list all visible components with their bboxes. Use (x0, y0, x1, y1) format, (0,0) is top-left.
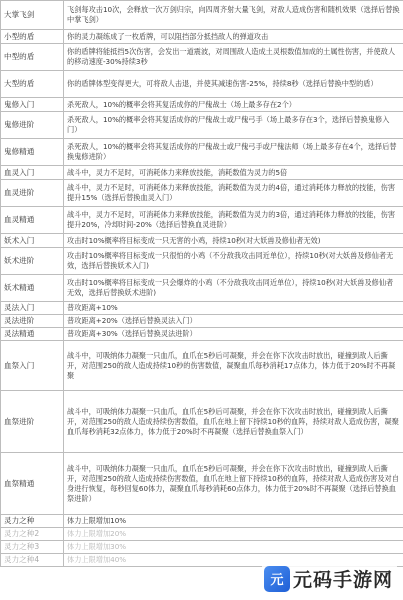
table-row (1, 302, 403, 315)
skill-desc-cell: 普攻距离+10% (64, 302, 403, 315)
table-row (1, 248, 403, 275)
skill-desc-cell: 体力上限增加30% (64, 541, 403, 554)
table-row (1, 328, 403, 341)
table-row (1, 30, 403, 44)
table-row (1, 139, 403, 166)
skill-desc-cell: 体力上限增加20% (64, 528, 403, 541)
skill-desc-cell: 杀死敌人，10%的概率会将其复活成你的尸傀战士或尸傀弓手或尸傀法师（场上最多存在4个，选择后替换鬼修进阶） (64, 139, 403, 166)
table-row (1, 453, 403, 515)
skill-name-cell: 血祭精通 (1, 453, 64, 515)
skill-table-body (1, 1, 403, 567)
skill-name-cell: 鬼修精通 (1, 139, 64, 166)
table-row (1, 391, 403, 453)
skill-name-cell: 血灵进阶 (1, 180, 64, 207)
skill-name-cell: 小型的盾 (1, 30, 64, 44)
table-row (1, 275, 403, 302)
skill-desc-cell: 体力上限增加10% (64, 515, 403, 528)
table-row (1, 528, 403, 541)
table-row (1, 180, 403, 207)
skill-name-cell: 鬼修入门 (1, 98, 64, 112)
table-row (1, 98, 403, 112)
table-row (1, 341, 403, 391)
table-row (1, 44, 403, 71)
skill-desc-cell: 杀死敌人，10%的概率会将其复活成你的尸傀战士（场上最多存在2个） (64, 98, 403, 112)
table-row (1, 166, 403, 180)
skill-name-cell: 血灵入门 (1, 166, 64, 180)
skill-desc-cell: 战斗中，灵力不足时，可消耗体力来释放技能，消耗数值为灵力的4倍，通过消耗体力释放的技能，伤害提升15%（选择后替换血灵入门） (64, 180, 403, 207)
skill-name-cell: 灵力之种4 (1, 554, 64, 567)
table-row (1, 541, 403, 554)
table-row (1, 112, 403, 139)
skill-desc-cell: 战斗中，可吸纳体力凝聚一只血爪，血爪在5秒后可凝聚，并会在你下次攻击时放出，碰撞到敌人后撕开，对范围250的敌人造成持续伤害数值，血爪在地上留下持续10秒的血阵，持续对敌人造成伤害及对自身进行恢复，每秒回复60体力，凝聚血爪每秒消耗60点体力，体力低于20%时不再凝聚（选择后替换血祭进阶） (64, 453, 403, 515)
skill-desc-cell: 攻击时10%概率将目标变成一只很怕的小鸡（不分敌我攻击同近单位），持续10秒(对大妖兽及修仙者无效，选择后替换妖术入门) (64, 248, 403, 275)
skill-name-cell: 灵法精通 (1, 328, 64, 341)
table-row (1, 1, 403, 30)
skill-desc-cell: 你的盾牌体型变得更大，可将敌人击退，并使其减速伤害-25%，持续8秒（选择后替换中型的盾） (64, 71, 403, 98)
skill-desc-cell: 攻击时10%概率将目标变成一只无害的小鸡，持续10秒(对大妖兽及修仙者无效) (64, 234, 403, 248)
skill-desc-cell: 普攻距离+30%（选择后替换灵法进阶） (64, 328, 403, 341)
skill-desc-cell: 你的灵力凝练成了一枚盾牌，可以阻挡部分抵挡敌人的弹道攻击 (64, 30, 403, 44)
skill-desc-cell: 攻击时10%概率将目标变成一只会爆炸的小鸡（不分敌我攻击同近单位），持续10秒(对大妖兽及修仙者无效，选择后替换妖术进阶) (64, 275, 403, 302)
skill-desc-cell: 普攻距离+20%（选择后替换灵法入门） (64, 315, 403, 328)
skill-desc-cell: 你的盾牌将能抵挡5次伤害，会发出一道震波，对周围敌人造成土灵根数值加成的土属性伤害，并使敌人的移动速度-30%持续3秒 (64, 44, 403, 71)
skill-name-cell: 妖术进阶 (1, 248, 64, 275)
skill-desc-cell: 战斗中，可吸纳体力凝聚一只血爪，血爪在5秒后可凝聚，并会在你下次攻击时放出，碰撞到敌人后撕开，对范围250的敌人造成持续10秒的伤害数值，凝聚血爪每秒消耗17点体力，体力低于20%时不再凝聚 (64, 341, 403, 391)
skill-desc-cell: 战斗中，灵力不足时，可消耗体力来释放技能，消耗数值为灵力的5倍 (64, 166, 403, 180)
skill-name-cell: 血灵精通 (1, 207, 64, 234)
table-row (1, 234, 403, 248)
skill-desc-cell: 飞剑每攻击10次，会释放一次万剑归宗，向四周齐射大量飞剑，对敌人造成伤害和随机效果（选择后替换中掌飞剑） (64, 1, 403, 30)
skill-name-cell: 妖术入门 (1, 234, 64, 248)
skill-desc-cell: 战斗中，可吸纳体力凝聚一只血爪，血爪在5秒后可凝聚，并会在你下次攻击时放出，碰撞到敌人后撕开，对范围250的敌人造成持续伤害数值，血爪在地上留下持续10秒的血阵，持续对敌人造成伤害，凝聚血爪每秒消耗32点体力，体力低于20%时不再凝聚（选择后替换血祭入门） (64, 391, 403, 453)
skill-name-cell: 灵法入门 (1, 302, 64, 315)
skill-name-cell: 血祭入门 (1, 341, 64, 391)
skill-name-cell: 灵力之种 (1, 515, 64, 528)
skill-name-cell: 妖术精通 (1, 275, 64, 302)
skill-desc-cell: 杀死敌人，10%的概率会将其复活成你的尸傀战士或尸傀弓手（场上最多存在3个，选择后替换鬼修入门） (64, 112, 403, 139)
table-row (1, 71, 403, 98)
table-row (1, 515, 403, 528)
skill-name-cell: 灵力之种2 (1, 528, 64, 541)
skill-desc-cell: 战斗中，灵力不足时，可消耗体力来释放技能，消耗数值为灵力的3倍，通过消耗体力释放的技能，伤害提升20%，冷却时间-20%（选择后替换血灵进阶） (64, 207, 403, 234)
watermark-logo: 元 (264, 566, 290, 592)
watermark-text: 元码手游网 (292, 569, 393, 591)
skill-desc-cell: 体力上限增加40% (64, 554, 403, 567)
table-row (1, 315, 403, 328)
table-row (1, 207, 403, 234)
watermark (262, 563, 397, 594)
skill-name-cell: 中型的盾 (1, 44, 64, 71)
skill-name-cell: 大型的盾 (1, 71, 64, 98)
skill-name-cell: 大掌飞剑 (1, 1, 64, 30)
skill-name-cell: 血祭进阶 (1, 391, 64, 453)
skill-name-cell: 灵力之种3 (1, 541, 64, 554)
skill-name-cell: 灵法进阶 (1, 315, 64, 328)
skill-name-cell: 鬼修进阶 (1, 112, 64, 139)
